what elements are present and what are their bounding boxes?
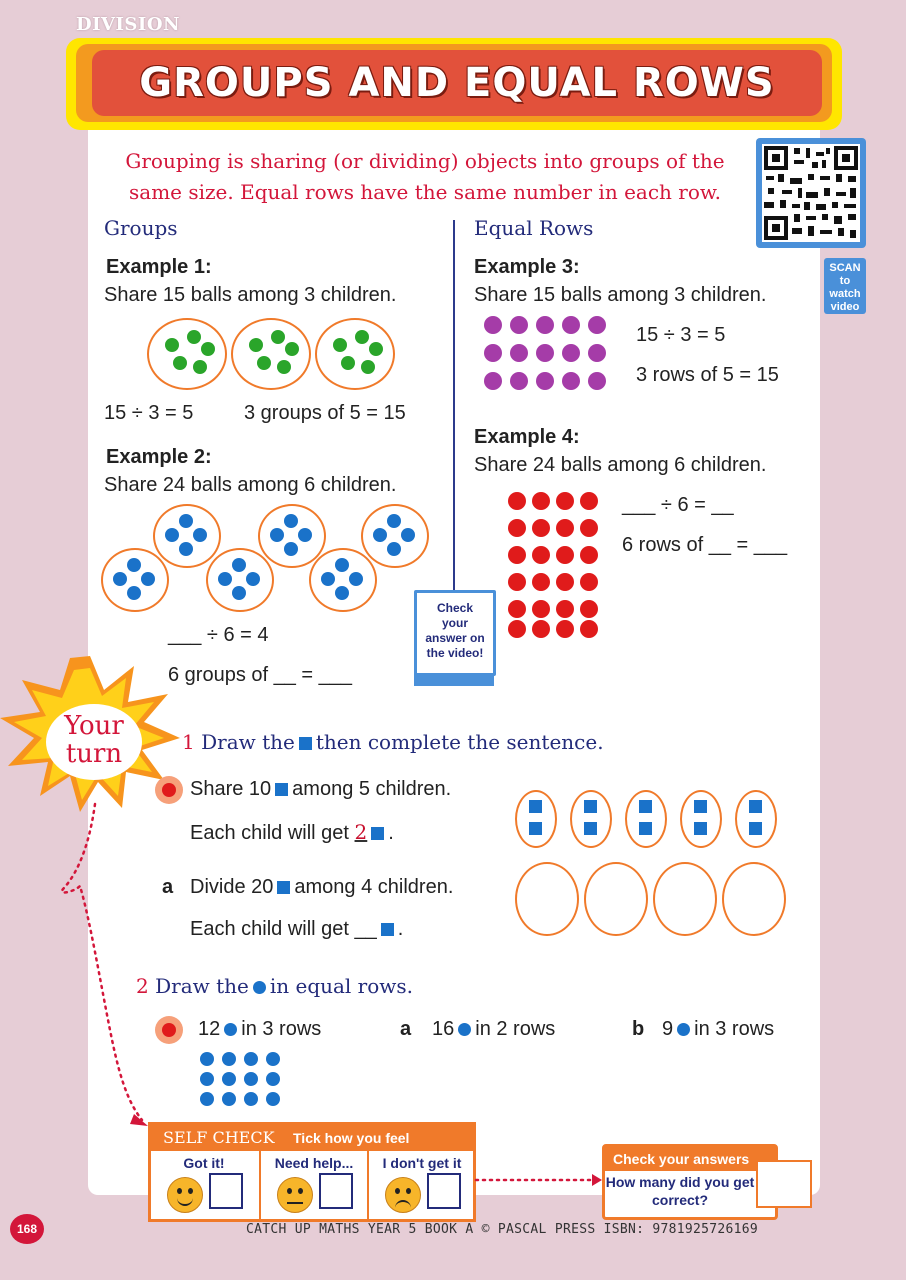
blue-ball bbox=[373, 528, 387, 542]
blue-ball bbox=[127, 586, 141, 600]
red-ball bbox=[532, 492, 550, 510]
square-icon bbox=[277, 881, 290, 894]
square-icon bbox=[299, 737, 312, 750]
green-ball bbox=[285, 342, 299, 356]
example-2-equation-2: 6 groups of __ = ___ bbox=[168, 664, 353, 686]
purple-ball bbox=[536, 372, 554, 390]
blue-ball bbox=[335, 558, 349, 572]
purple-ball bbox=[510, 316, 528, 334]
question-text: then complete the sentence. bbox=[315, 730, 604, 754]
red-ball bbox=[532, 600, 550, 618]
blue-dot bbox=[200, 1052, 214, 1066]
group-circle bbox=[309, 548, 377, 612]
neutral-face-icon bbox=[277, 1177, 313, 1213]
self-check-option bbox=[151, 1151, 257, 1219]
blue-ball bbox=[179, 542, 193, 556]
green-ball bbox=[369, 342, 383, 356]
purple-ball bbox=[562, 344, 580, 362]
text: Each child will get __ bbox=[190, 918, 377, 940]
text: 16 bbox=[432, 1018, 455, 1040]
red-ball bbox=[580, 492, 598, 510]
blue-dot bbox=[200, 1072, 214, 1086]
empty-group-oval[interactable] bbox=[653, 862, 717, 936]
dont-get-it-checkbox[interactable] bbox=[427, 1173, 461, 1209]
option-label: Got it! bbox=[183, 1155, 225, 1171]
your-turn-line: turn bbox=[65, 739, 123, 769]
q2b-text bbox=[662, 1018, 774, 1041]
q1a-line-2 bbox=[190, 918, 403, 941]
blue-ball bbox=[193, 528, 207, 542]
scan-label-line: video bbox=[830, 301, 860, 313]
green-ball bbox=[277, 360, 291, 374]
blue-dot bbox=[244, 1072, 258, 1086]
your-turn-badge bbox=[46, 704, 142, 780]
intro-text: Grouping is sharing (or dividing) objects into groups of the same size. Equal rows have the same number in each row. bbox=[125, 149, 725, 204]
q1a-line-1 bbox=[190, 876, 453, 899]
green-ball bbox=[257, 356, 271, 370]
red-ball bbox=[556, 600, 574, 618]
green-ball bbox=[341, 356, 355, 370]
example-bullet-icon bbox=[155, 776, 183, 804]
purple-ball bbox=[562, 316, 580, 334]
example-bullet-icon bbox=[155, 1016, 183, 1044]
q2-example bbox=[198, 1018, 321, 1041]
red-ball bbox=[532, 546, 550, 564]
question-text: in equal rows. bbox=[269, 974, 414, 998]
group-oval bbox=[680, 790, 722, 848]
self-check-option bbox=[367, 1151, 475, 1219]
equal-rows-heading: Equal Rows bbox=[474, 216, 594, 240]
empty-group-oval[interactable] bbox=[722, 862, 786, 936]
example-4-equation-2: 6 rows of __ = ___ bbox=[622, 534, 788, 556]
blue-ball bbox=[165, 528, 179, 542]
blue-ball bbox=[246, 572, 260, 586]
red-ball bbox=[508, 492, 526, 510]
self-check-header bbox=[151, 1125, 473, 1151]
red-ball-array bbox=[506, 490, 602, 640]
group-circle bbox=[258, 504, 326, 568]
self-check-panel bbox=[148, 1122, 476, 1222]
purple-ball bbox=[536, 316, 554, 334]
qr-code-icon[interactable] bbox=[762, 144, 860, 242]
self-check-subtitle: Tick how you feel bbox=[293, 1130, 410, 1146]
check-video-line: Check bbox=[436, 601, 474, 615]
group-circle bbox=[206, 548, 274, 612]
red-ball bbox=[508, 600, 526, 618]
dotted-arrow bbox=[474, 1172, 604, 1188]
group-circle bbox=[101, 548, 169, 612]
option-label: Need help... bbox=[274, 1155, 354, 1171]
group-oval bbox=[515, 790, 557, 848]
red-ball bbox=[508, 519, 526, 537]
blue-dot bbox=[222, 1072, 236, 1086]
green-ball bbox=[361, 360, 375, 374]
got-it-checkbox[interactable] bbox=[209, 1173, 243, 1209]
example-1-equation-2: 3 groups of 5 = 15 bbox=[244, 402, 406, 424]
purple-ball bbox=[484, 316, 502, 334]
example-4-text: Share 24 balls among 6 children. bbox=[474, 454, 767, 476]
green-ball bbox=[249, 338, 263, 352]
check-answers-question: How many did you get correct? bbox=[605, 1174, 755, 1208]
green-ball bbox=[187, 330, 201, 344]
purple-ball bbox=[484, 344, 502, 362]
section-label: DIVISION bbox=[76, 14, 180, 35]
page-title: GROUPS AND EQUAL ROWS bbox=[139, 60, 775, 106]
text: in 3 rows bbox=[694, 1018, 775, 1040]
blue-ball bbox=[321, 572, 335, 586]
example-1-text: Share 15 balls among 3 children. bbox=[104, 284, 397, 306]
option-label: I don't get it bbox=[382, 1155, 462, 1171]
text: 9 bbox=[662, 1018, 674, 1040]
square-icon bbox=[371, 827, 384, 840]
blue-dot bbox=[266, 1072, 280, 1086]
group-circle bbox=[315, 318, 395, 390]
example-answer: 2 bbox=[354, 820, 368, 844]
group-oval bbox=[735, 790, 777, 848]
red-ball bbox=[556, 519, 574, 537]
column-divider bbox=[453, 220, 455, 598]
square-icon bbox=[275, 783, 288, 796]
text: in 3 rows bbox=[241, 1018, 322, 1040]
text: . bbox=[397, 918, 404, 940]
scan-label-line: SCAN bbox=[829, 262, 861, 274]
blue-ball bbox=[387, 514, 401, 528]
blue-ball bbox=[349, 572, 363, 586]
scan-label-line: to bbox=[839, 275, 851, 287]
text: 12 bbox=[198, 1018, 221, 1040]
your-turn-line: Your bbox=[64, 711, 124, 741]
q1-example-line-2 bbox=[190, 820, 394, 845]
purple-ball bbox=[588, 316, 606, 334]
question-2-title bbox=[136, 974, 413, 998]
q2a-text bbox=[432, 1018, 555, 1041]
q2a-label: a bbox=[400, 1018, 412, 1040]
green-ball bbox=[193, 360, 207, 374]
blue-ball bbox=[218, 572, 232, 586]
red-ball bbox=[580, 546, 598, 564]
red-ball bbox=[556, 620, 574, 638]
question-number: 2 bbox=[136, 974, 149, 998]
example-2-title: Example 2: bbox=[106, 446, 212, 468]
blue-dot bbox=[222, 1092, 236, 1106]
check-video-box[interactable] bbox=[414, 590, 496, 676]
score-input-box[interactable] bbox=[756, 1160, 812, 1208]
text: among 4 children. bbox=[294, 876, 454, 898]
example-1-title: Example 1: bbox=[106, 256, 212, 278]
blue-ball bbox=[387, 542, 401, 556]
example-4-title: Example 4: bbox=[474, 426, 580, 448]
green-ball bbox=[333, 338, 347, 352]
blue-dot bbox=[244, 1052, 258, 1066]
blue-ball bbox=[401, 528, 415, 542]
example-3-equation-2: 3 rows of 5 = 15 bbox=[636, 364, 779, 386]
green-ball bbox=[271, 330, 285, 344]
self-check-title: SELF CHECK bbox=[163, 1128, 275, 1147]
footer-text: CATCH UP MATHS YEAR 5 BOOK A © PASCAL PRESS ISBN: 9781925726169 bbox=[246, 1222, 758, 1237]
blue-ball bbox=[335, 586, 349, 600]
purple-ball-array bbox=[482, 314, 612, 396]
question-text: Draw the bbox=[155, 974, 249, 998]
text: Share 10 bbox=[190, 778, 272, 800]
red-ball bbox=[556, 573, 574, 591]
scan-label-line: watch bbox=[829, 288, 861, 300]
red-ball bbox=[508, 620, 526, 638]
dot-icon bbox=[224, 1023, 237, 1036]
red-ball bbox=[556, 546, 574, 564]
text: . bbox=[388, 822, 394, 844]
example-3-title: Example 3: bbox=[474, 256, 580, 278]
q1-example-line-1 bbox=[190, 778, 451, 801]
dot-icon bbox=[253, 981, 266, 994]
example-2-equation: ___ ÷ 6 = 4 bbox=[168, 624, 269, 646]
purple-ball bbox=[510, 372, 528, 390]
check-video-line: the video! bbox=[426, 646, 484, 660]
red-ball bbox=[508, 573, 526, 591]
blue-ball bbox=[284, 514, 298, 528]
text: among 5 children. bbox=[292, 778, 452, 800]
example-3-equation: 15 ÷ 3 = 5 bbox=[636, 324, 726, 346]
blue-dot bbox=[266, 1052, 280, 1066]
q2b-label: b bbox=[632, 1018, 645, 1040]
group-oval bbox=[570, 790, 612, 848]
self-check-option bbox=[259, 1151, 367, 1219]
red-ball bbox=[580, 519, 598, 537]
text: in 2 rows bbox=[475, 1018, 556, 1040]
red-ball bbox=[532, 519, 550, 537]
blue-dot bbox=[200, 1092, 214, 1106]
blue-ball bbox=[113, 572, 127, 586]
red-ball bbox=[580, 620, 598, 638]
confused-face-icon bbox=[385, 1177, 421, 1213]
purple-ball bbox=[588, 372, 606, 390]
text: Each child will get bbox=[190, 822, 349, 844]
blue-ball bbox=[232, 558, 246, 572]
group-circle bbox=[147, 318, 227, 390]
text: Divide 20 bbox=[190, 876, 274, 898]
blue-dot bbox=[222, 1052, 236, 1066]
check-video-line: answer on bbox=[425, 631, 485, 645]
example-2-text: Share 24 balls among 6 children. bbox=[104, 474, 397, 496]
group-oval bbox=[625, 790, 667, 848]
dot-array bbox=[200, 1052, 284, 1108]
happy-face-icon bbox=[167, 1177, 203, 1213]
group-circle bbox=[231, 318, 311, 390]
purple-ball bbox=[484, 372, 502, 390]
monitor-stand-icon bbox=[414, 674, 494, 686]
red-ball bbox=[508, 546, 526, 564]
purple-ball bbox=[588, 344, 606, 362]
question-text: Draw the bbox=[201, 730, 295, 754]
green-ball bbox=[355, 330, 369, 344]
dotted-path bbox=[50, 800, 160, 1130]
blue-ball bbox=[141, 572, 155, 586]
blue-ball bbox=[127, 558, 141, 572]
blue-dot bbox=[266, 1092, 280, 1106]
blue-ball bbox=[284, 542, 298, 556]
check-answers-panel bbox=[602, 1144, 778, 1220]
purple-ball bbox=[536, 344, 554, 362]
blue-ball bbox=[232, 586, 246, 600]
red-ball bbox=[580, 573, 598, 591]
group-circle bbox=[361, 504, 429, 568]
question-number: 1 bbox=[182, 730, 195, 754]
blue-dot bbox=[244, 1092, 258, 1106]
empty-group-oval[interactable] bbox=[515, 862, 579, 936]
blue-ball bbox=[270, 528, 284, 542]
square-icon bbox=[381, 923, 394, 936]
red-ball bbox=[532, 620, 550, 638]
purple-ball bbox=[510, 344, 528, 362]
check-video-line: your bbox=[441, 616, 468, 630]
page-number: 168 bbox=[10, 1214, 44, 1244]
empty-group-oval[interactable] bbox=[584, 862, 648, 936]
purple-ball bbox=[562, 372, 580, 390]
title-banner bbox=[92, 50, 822, 116]
green-ball bbox=[165, 338, 179, 352]
example-3-text: Share 15 balls among 3 children. bbox=[474, 284, 767, 306]
dot-icon bbox=[677, 1023, 690, 1036]
green-ball bbox=[201, 342, 215, 356]
check-answers-title: Check your answers bbox=[605, 1147, 775, 1171]
green-ball bbox=[173, 356, 187, 370]
red-ball bbox=[532, 573, 550, 591]
example-1-equation: 15 ÷ 3 = 5 bbox=[104, 402, 194, 424]
example-4-equation: ___ ÷ 6 = __ bbox=[622, 494, 734, 516]
q1a-label: a bbox=[162, 876, 174, 898]
dot-icon bbox=[458, 1023, 471, 1036]
red-ball bbox=[580, 600, 598, 618]
question-1-title bbox=[182, 730, 604, 754]
scan-to-watch-video-label bbox=[824, 258, 866, 314]
groups-heading: Groups bbox=[104, 216, 178, 240]
need-help-checkbox[interactable] bbox=[319, 1173, 353, 1209]
group-circle bbox=[153, 504, 221, 568]
blue-ball bbox=[179, 514, 193, 528]
red-ball bbox=[556, 492, 574, 510]
blue-ball bbox=[298, 528, 312, 542]
